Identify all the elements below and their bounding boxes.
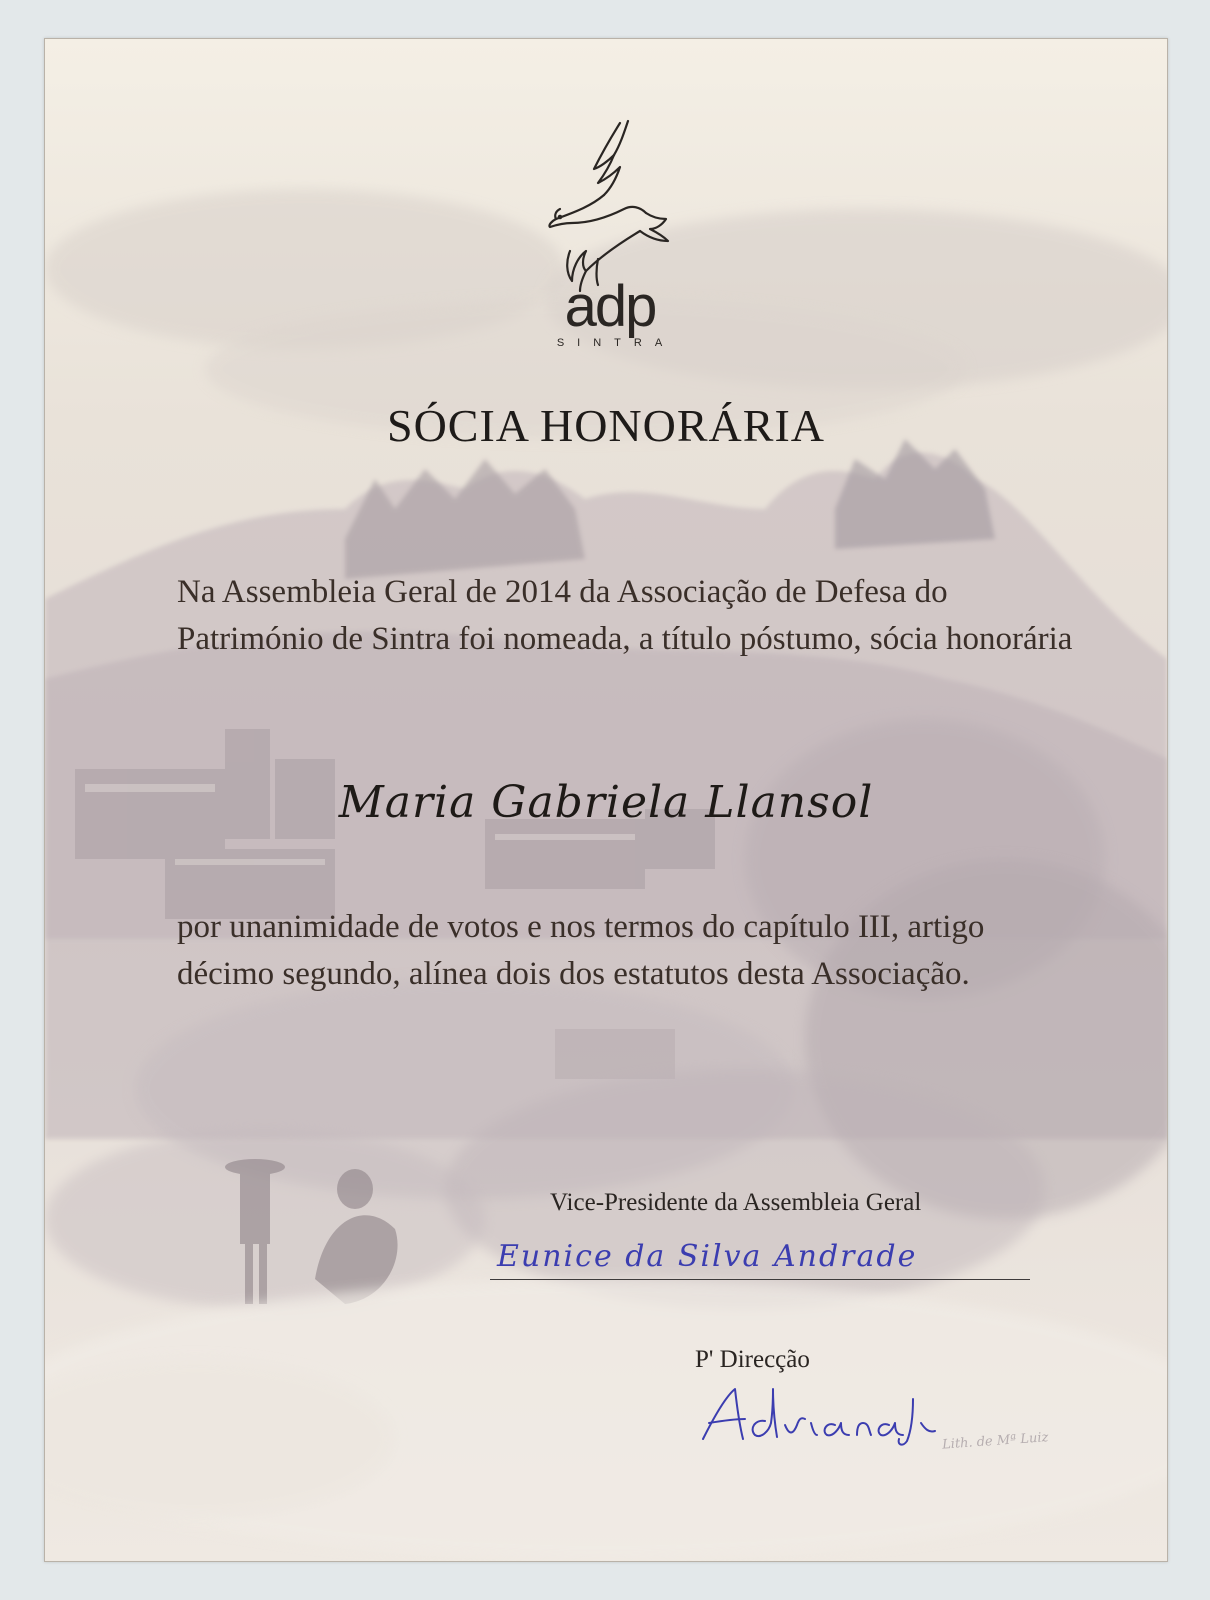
statute-paragraph: por unanimidade de votos e nos termos do capítulo III, artigo décimo segundo, alínea dois dos estatutos desta Associação. xyxy=(177,909,985,992)
logo-wordmark: adp xyxy=(564,274,656,339)
certificate-page xyxy=(44,38,1168,1562)
signature-line xyxy=(490,1279,1030,1280)
adp-logo xyxy=(500,109,720,369)
direction-signature xyxy=(685,1379,945,1449)
vice-president-signature: Eunice da Silva Andrade xyxy=(497,1239,918,1274)
certificate-title: SÓCIA HONORÁRIA xyxy=(387,400,825,451)
lithograph-credit: Lith. de Mª Luiz xyxy=(941,1430,1049,1453)
logo-subtitle: SINTRA xyxy=(556,337,676,349)
honoree-name: Maria Gabriela Llansol xyxy=(338,777,874,828)
direction-label: P' Direcção xyxy=(695,1346,810,1373)
nomination-paragraph: Na Assembleia Geral de 2014 da Associação de Defesa do Património de Sintra foi nomeada, a título póstumo, sócia honorária xyxy=(177,574,1073,657)
vice-president-label: Vice-Presidente da Assembleia Geral xyxy=(550,1189,922,1216)
